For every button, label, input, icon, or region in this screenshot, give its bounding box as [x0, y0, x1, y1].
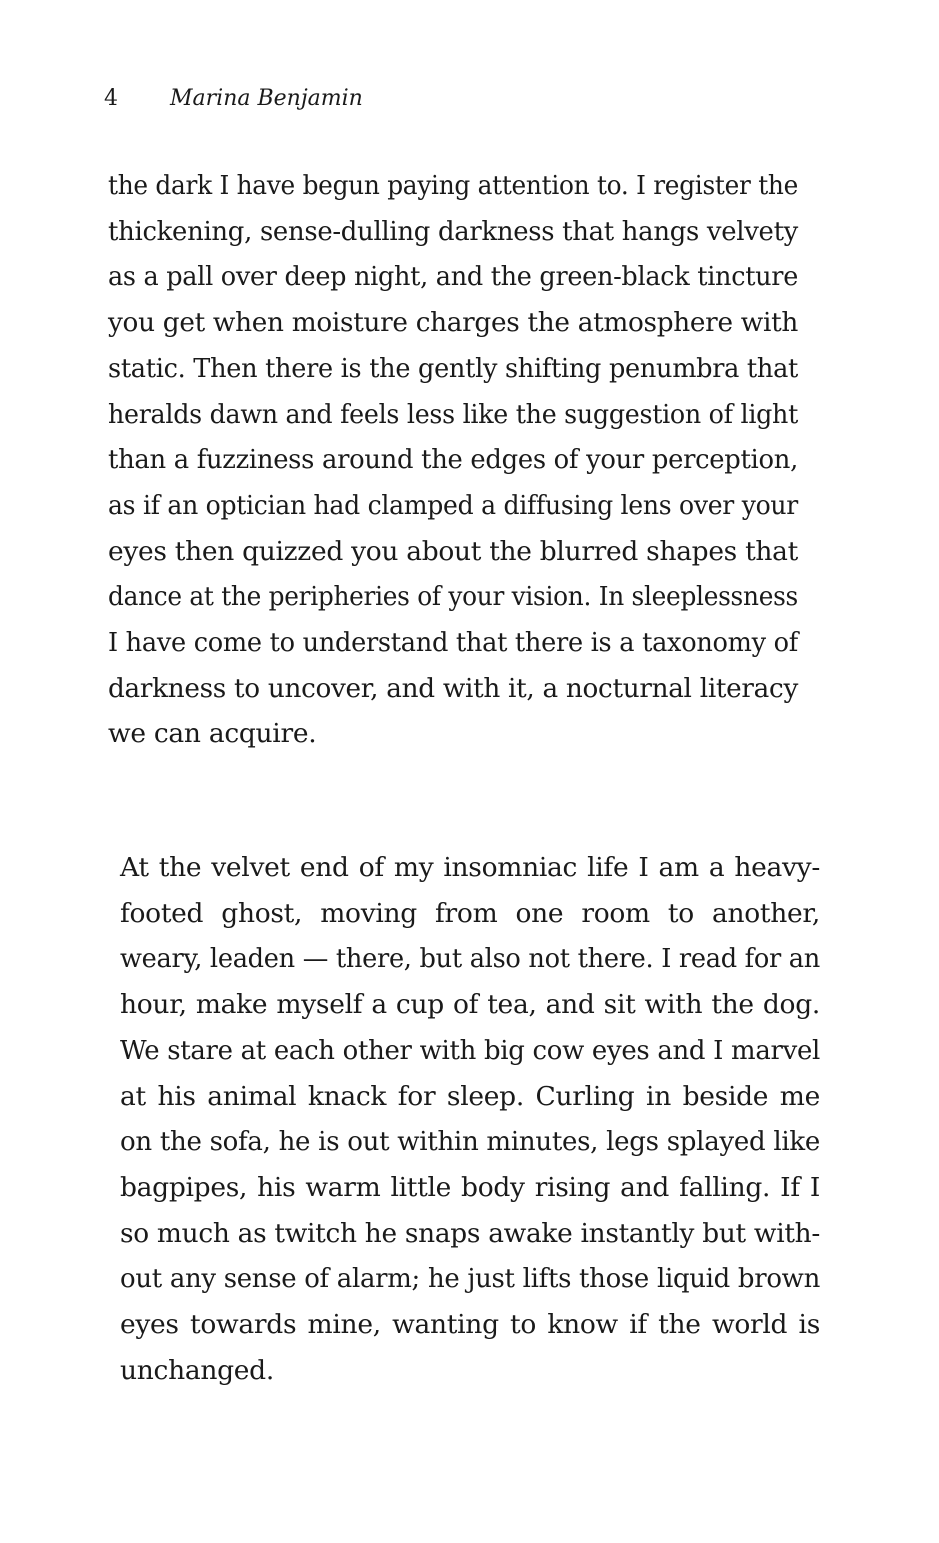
text-line: dance at the peripheries of your vision. In sleeplessness [108, 581, 798, 613]
text-line: than a fuzziness around the edges of your perception, [108, 444, 798, 476]
text-line: you get when moisture charges the atmosphere with [108, 307, 798, 339]
text-line: unchanged. [120, 1354, 274, 1386]
text-line: thickening, sense-dulling darkness that hangs velvety [108, 215, 798, 247]
text-line: the dark I have begun paying attention to. I register the [108, 170, 798, 201]
text-line: I have come to understand that there is a taxonomy of [108, 627, 798, 658]
text-line: heralds dawn and feels less like the suggestion of light [108, 398, 798, 430]
text-line: eyes towards mine, wanting to know if the world is [120, 1309, 820, 1340]
text-line: at his animal knack for sleep. Curling in beside me [120, 1080, 820, 1112]
running-header [104, 86, 363, 111]
text-line: as if an optician had clamped a diffusing lens over your [108, 489, 798, 521]
text-line: hour, make myself a cup of tea, and sit with the dog. [120, 989, 820, 1021]
running-head-author: Marina Benjamin [170, 86, 363, 111]
text-line: we can acquire. [108, 718, 317, 750]
text-line: as a pall over deep night, and the green-black tincture [108, 261, 798, 293]
text-line: eyes then quizzed you about the blurred shapes that [108, 535, 798, 567]
text-line: We stare at each other with big cow eyes and I marvel [120, 1034, 820, 1066]
text-line: weary, leaden — there, but also not there. I read for an [120, 943, 820, 975]
page-number: 4 [104, 86, 118, 111]
text-line: At the velvet end of my insomniac life I am a heavy- [120, 852, 820, 883]
text-line: static. Then there is the gently shifting penumbra that [108, 352, 798, 384]
text-line: bagpipes, his warm little body rising and falling. If I [120, 1171, 820, 1203]
text-line: out any sense of alarm; he just lifts those liquid brown [120, 1263, 820, 1295]
text-line: so much as twitch he snaps awake instantly but with- [120, 1217, 820, 1249]
text-line: footed ghost, moving from one room to another, [120, 897, 820, 929]
text-line: darkness to uncover, and with it, a nocturnal literacy [108, 672, 798, 704]
text-line: on the sofa, he is out within minutes, legs splayed like [120, 1126, 820, 1158]
